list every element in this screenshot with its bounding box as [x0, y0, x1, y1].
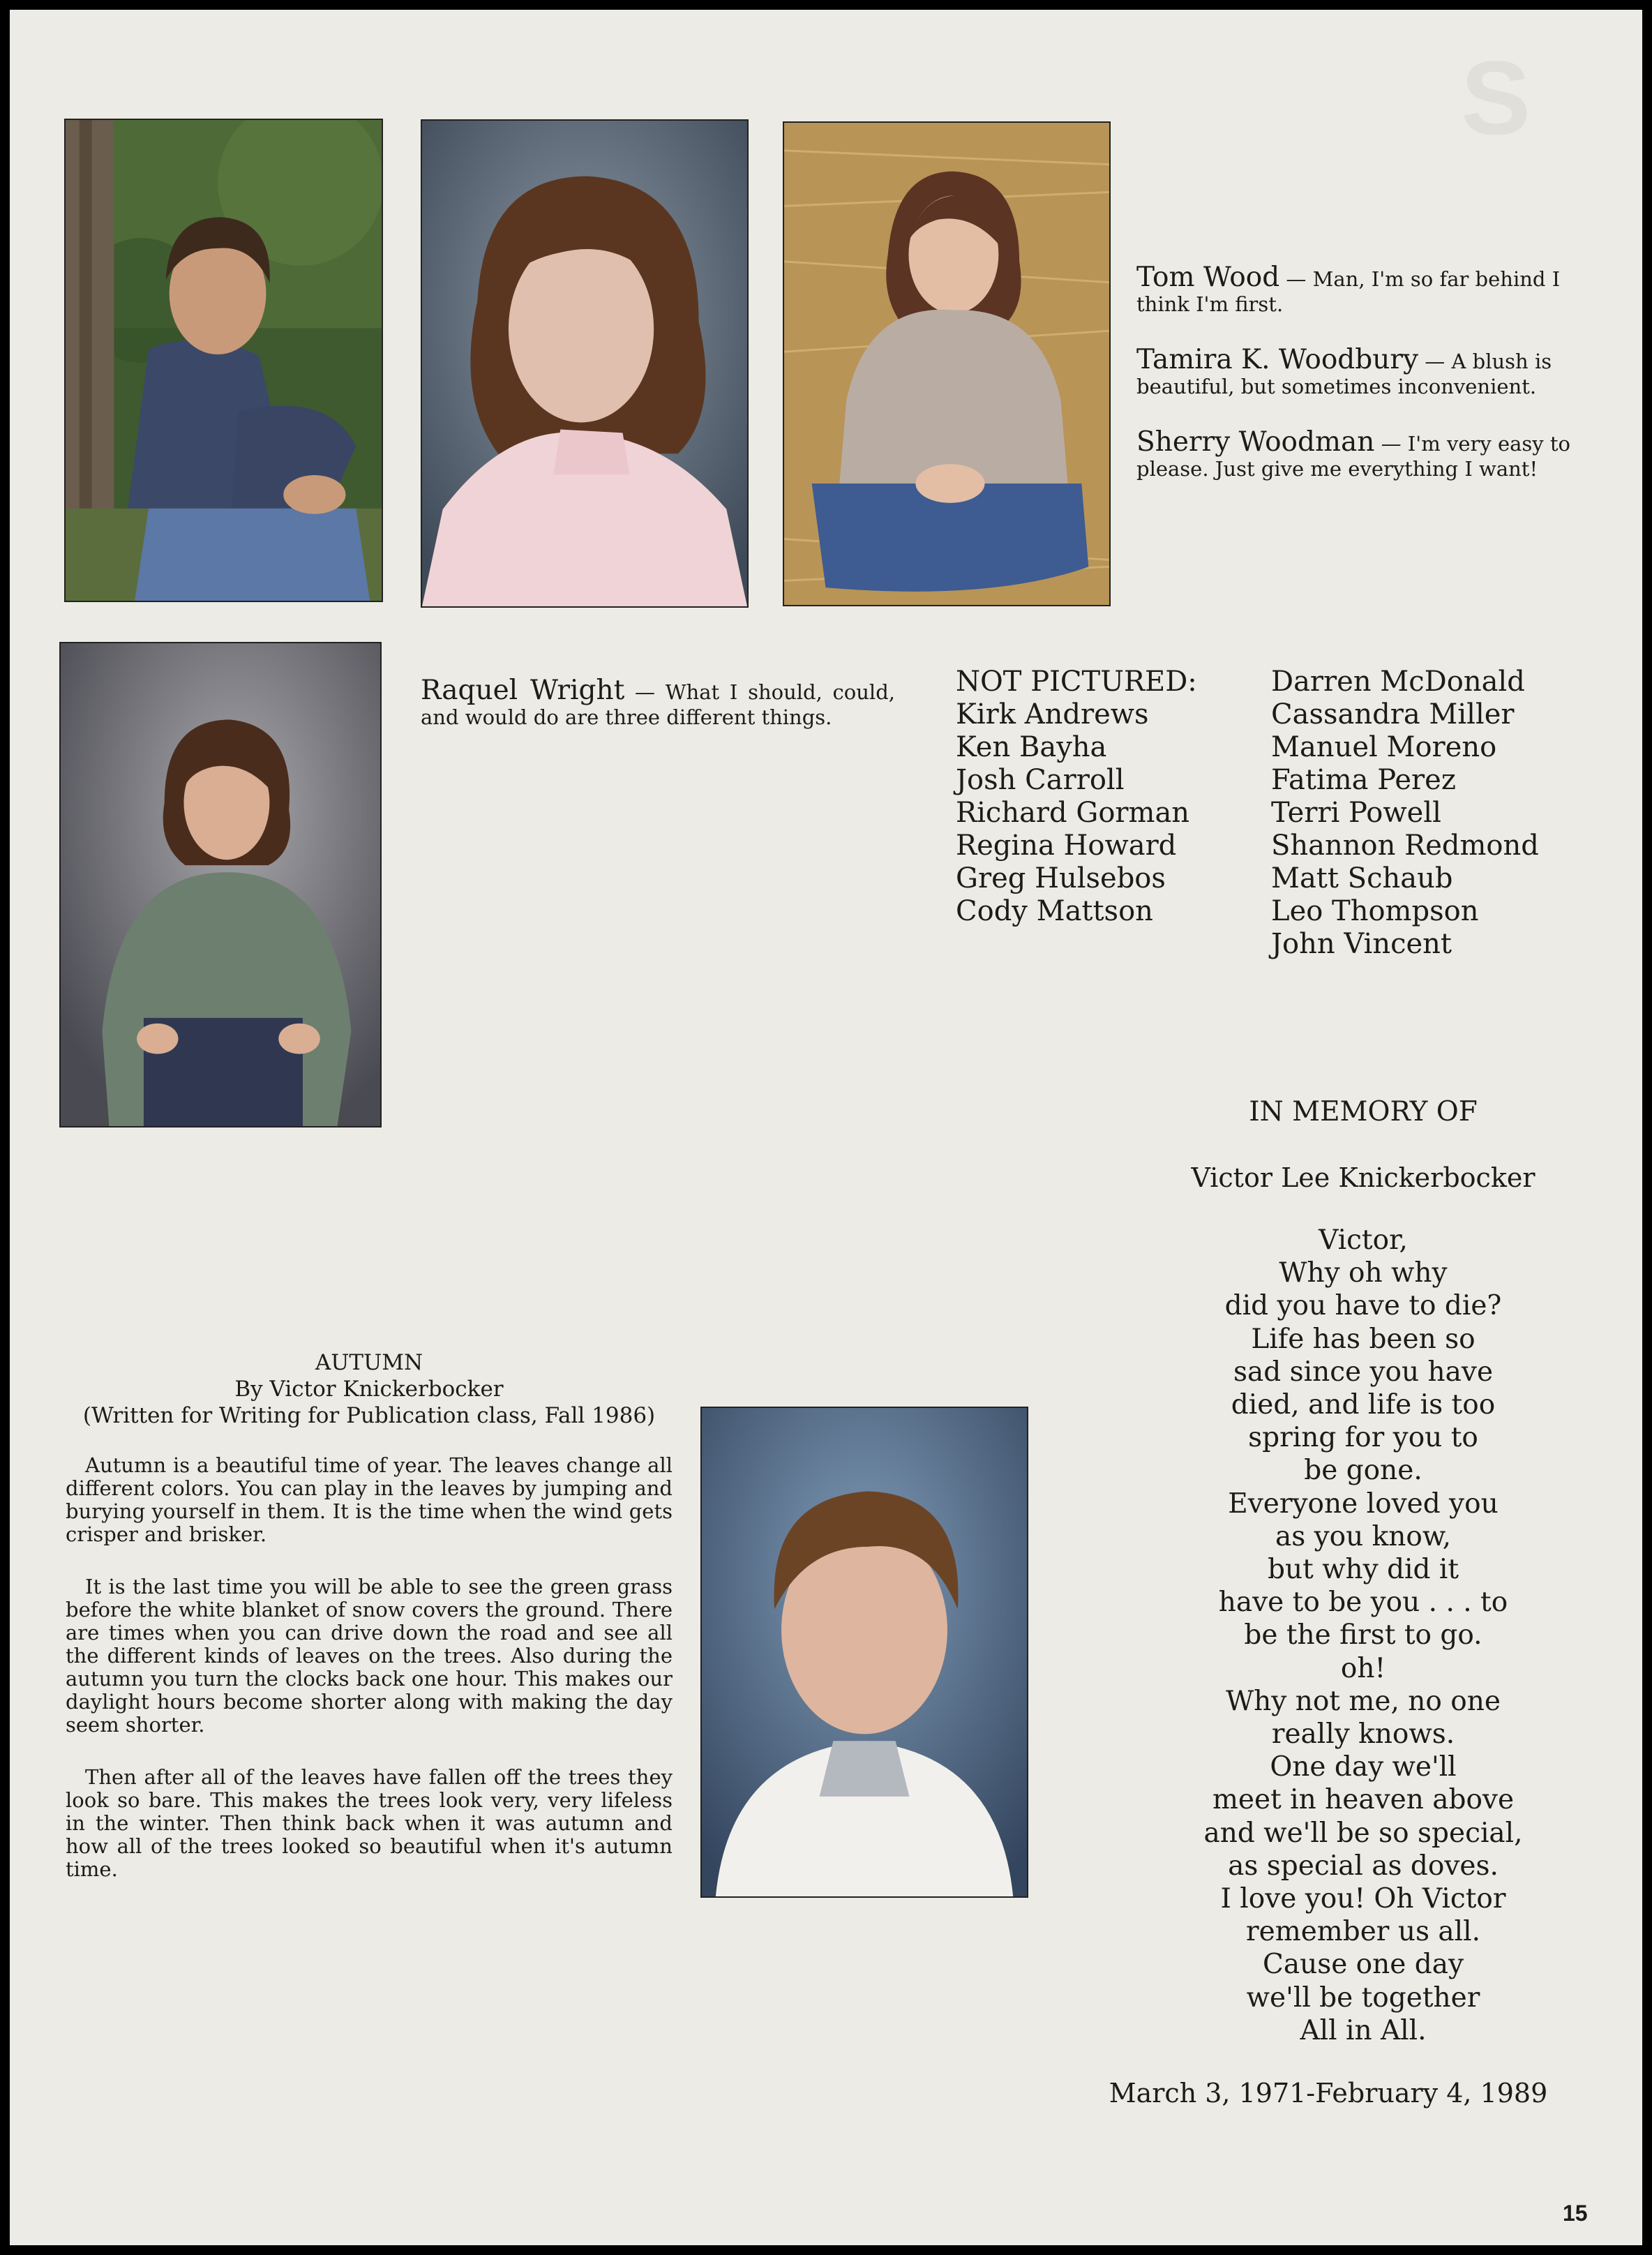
poem-line: we'll be together	[1246, 1981, 1480, 2014]
quote-text: — A blush is beautiful, but sometimes inconvenient.	[1136, 350, 1552, 398]
poem-line: Why oh why	[1279, 1257, 1448, 1289]
poem-line: did you have to die?	[1224, 1290, 1502, 1322]
essay-paragraph: Autumn is a beautiful time of year. The leaves change all different colors. You can play in the leaves by jumping and burying yourself in them. It is the time when the wind gets crisper and brisker.	[66, 1453, 673, 1546]
quote-text: — Man, I'm so far behind I think I'm first.	[1136, 267, 1561, 316]
essay-title: AUTUMN	[315, 1350, 423, 1375]
quote-text: — I'm very easy to please. Just give me everything I want!	[1136, 432, 1570, 481]
memorial-name: Victor Lee Knickerbocker	[1191, 1162, 1535, 1193]
poem-line: be gone.	[1304, 1455, 1422, 1487]
yearbook-page	[10, 10, 1642, 2245]
senior-name: Sherry Woodman	[1136, 426, 1375, 458]
poem-line: died, and life is too	[1231, 1389, 1496, 1421]
poem-line: spring for you to	[1248, 1422, 1478, 1454]
list-item: Kirk Andrews	[956, 698, 1149, 731]
poem-line: I love you! Oh Victor	[1220, 1883, 1506, 1915]
list-item: Fatima Perez	[1271, 764, 1456, 796]
senior-name: Raquel Wright	[421, 675, 625, 706]
list-item: Manuel Moreno	[1271, 731, 1497, 763]
list-item: Ken Bayha	[956, 731, 1107, 763]
list-item: Regina Howard	[956, 830, 1177, 862]
not-pictured-heading: NOT PICTURED:	[956, 666, 1197, 698]
poem-line: be the first to go.	[1244, 1619, 1482, 1651]
poem-line: Everyone loved you	[1228, 1488, 1499, 1520]
essay-paragraph: It is the last time you will be able to see the green grass before the white blanket of snow covers the ground. There are times when you can drive down the road and see all the different kinds of leaves on the trees. Also during the autumn you turn the clocks back one hour. This makes our daylight hours become shorter along with making the day seem shorter.	[66, 1575, 673, 1737]
portrait-photo-raquel-wright	[59, 642, 382, 1128]
portrait-photo-sherry-woodman	[783, 121, 1111, 606]
list-item: Cassandra Miller	[1271, 698, 1515, 731]
poem-line: Life has been so	[1251, 1323, 1475, 1355]
senior-name: Tom Wood	[1136, 262, 1280, 293]
list-item: Cody Mattson	[956, 895, 1153, 927]
poem-line: meet in heaven above	[1212, 1784, 1515, 1816]
list-item: Greg Hulsebos	[956, 862, 1166, 894]
poem-line: have to be you . . . to	[1218, 1587, 1508, 1619]
portrait-photo-tom-wood	[64, 119, 383, 602]
autumn-essay	[66, 1349, 673, 1910]
poem-line: as special as doves.	[1228, 1850, 1499, 1882]
header-bleed-through: S	[1461, 39, 1531, 156]
page-number: 15	[1563, 2201, 1588, 2226]
senior-name: Tamira K. Woodbury	[1136, 344, 1419, 375]
poem-line: remember us all.	[1246, 1916, 1480, 1948]
senior-quote	[421, 675, 895, 730]
senior-quote	[1136, 344, 1618, 399]
essay-note: (Written for Writing for Publication class, Fall 1986)	[82, 1403, 656, 1428]
quote-text: — What I should, could, and would do are three different things.	[421, 680, 895, 729]
senior-quote	[1136, 262, 1618, 317]
poem-line: and we'll be so special,	[1203, 1817, 1523, 1849]
list-item: John Vincent	[1271, 928, 1452, 960]
not-pictured-column-2	[1271, 666, 1539, 961]
memorial-poem	[1112, 1224, 1614, 2047]
memorial-heading: IN MEMORY OF	[1249, 1096, 1478, 1128]
poem-line: oh!	[1340, 1652, 1386, 1684]
list-item: Richard Gorman	[956, 797, 1190, 829]
poem-line: Why not me, no one	[1226, 1685, 1501, 1717]
poem-line: One day we'll	[1270, 1751, 1457, 1783]
portrait-photo-victor-knickerbocker	[700, 1407, 1028, 1898]
poem-line: All in All.	[1300, 2014, 1427, 2046]
list-item: Terri Powell	[1271, 797, 1441, 829]
list-item: Shannon Redmond	[1271, 830, 1539, 862]
list-item: Leo Thompson	[1271, 895, 1479, 927]
list-item: Matt Schaub	[1271, 862, 1453, 894]
senior-quote	[1136, 426, 1618, 481]
poem-line: as you know,	[1275, 1520, 1452, 1552]
essay-byline: By Victor Knickerbocker	[234, 1377, 504, 1402]
list-item: Darren McDonald	[1271, 666, 1525, 698]
essay-paragraph: Then after all of the leaves have fallen off the trees they look so bare. This makes the trees look very, very lifeless in the winter. Then think back when it was autumn and how all of the trees looked so beautiful when it's autumn time.	[66, 1765, 673, 1881]
poem-line: sad since you have	[1233, 1356, 1494, 1388]
portrait-photo-tamira-woodbury	[421, 119, 749, 608]
not-pictured-column-1	[956, 666, 1197, 928]
list-item: Josh Carroll	[956, 764, 1125, 796]
poem-line: really knows.	[1271, 1718, 1455, 1751]
memorial-dates: March 3, 1971-February 4, 1989	[1109, 2078, 1548, 2108]
poem-line: but why did it	[1267, 1554, 1459, 1586]
poem-line: Cause one day	[1262, 1949, 1464, 1981]
poem-line: Victor,	[1319, 1224, 1408, 1256]
